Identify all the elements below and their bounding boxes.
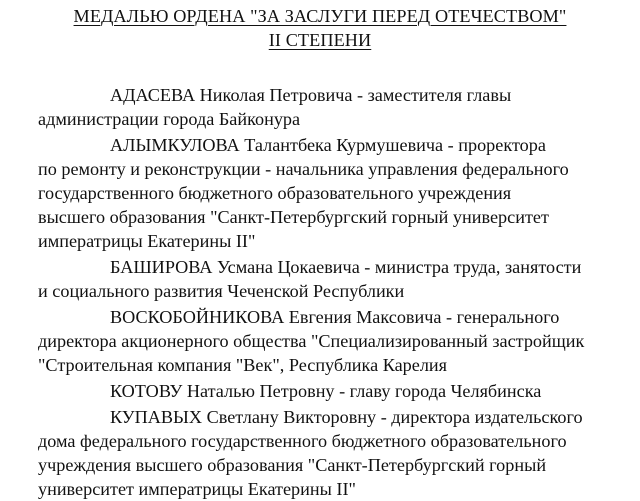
entry-line: "Строительная компания "Век", Республика Карелия xyxy=(38,355,448,375)
entry-line: и социального развития Чеченской Республики xyxy=(38,281,405,301)
document-header xyxy=(38,4,602,52)
entry-line: директора акционерного общества "Специализированный застройщик xyxy=(38,331,585,351)
award-entry-bashirov xyxy=(38,255,602,303)
entry-line: ВОСКОБОЙНИКОВА Евгения Максовича - генерального xyxy=(110,307,560,327)
award-entry-adaseva xyxy=(38,83,602,131)
award-entry-kotova xyxy=(87,379,602,403)
entry-line: КУПАВЫХ Светлану Викторовну - директора издательского xyxy=(110,407,583,427)
entry-line: учреждения высшего образования "Санкт-Петербургский горный xyxy=(38,455,547,475)
entry-line: дома федерального государственного бюджетного образовательного xyxy=(38,431,567,451)
entry-line: по ремонту и реконструкции - начальника управления федерального xyxy=(38,159,569,179)
entry-line: университет императрицы Екатерины II" xyxy=(38,479,356,499)
award-entry-kupavykh xyxy=(38,405,602,501)
entry-line: КОТОВУ Наталью Петровну - главу города Челябинска xyxy=(110,381,542,401)
entry-line: АЛЫМКУЛОВА Талантбека Курмушевича - проректора xyxy=(110,135,546,155)
entry-line: БАШИРОВА Усмана Цокаевича - министра труда, занятости xyxy=(110,257,582,277)
header-spacer xyxy=(87,52,602,83)
entry-line: императрицы Екатерины II" xyxy=(38,231,256,251)
entry-line: администрации города Байконура xyxy=(38,109,301,129)
entry-line: высшего образования "Санкт-Петербургский горный университет xyxy=(38,207,549,227)
entry-line: АДАСЕВА Николая Петровича - заместителя главы xyxy=(110,85,512,105)
header-title-line-1: МЕДАЛЬЮ ОРДЕНА "ЗА ЗАСЛУГИ ПЕРЕД ОТЕЧЕСТВОМ" xyxy=(73,6,567,26)
award-list xyxy=(38,83,602,501)
award-entry-voskoboinikov xyxy=(38,305,602,377)
header-title-line-2: II СТЕПЕНИ xyxy=(268,30,372,50)
award-entry-alymkulov xyxy=(38,133,602,253)
entry-line: государственного бюджетного образовательного учреждения xyxy=(38,183,512,203)
